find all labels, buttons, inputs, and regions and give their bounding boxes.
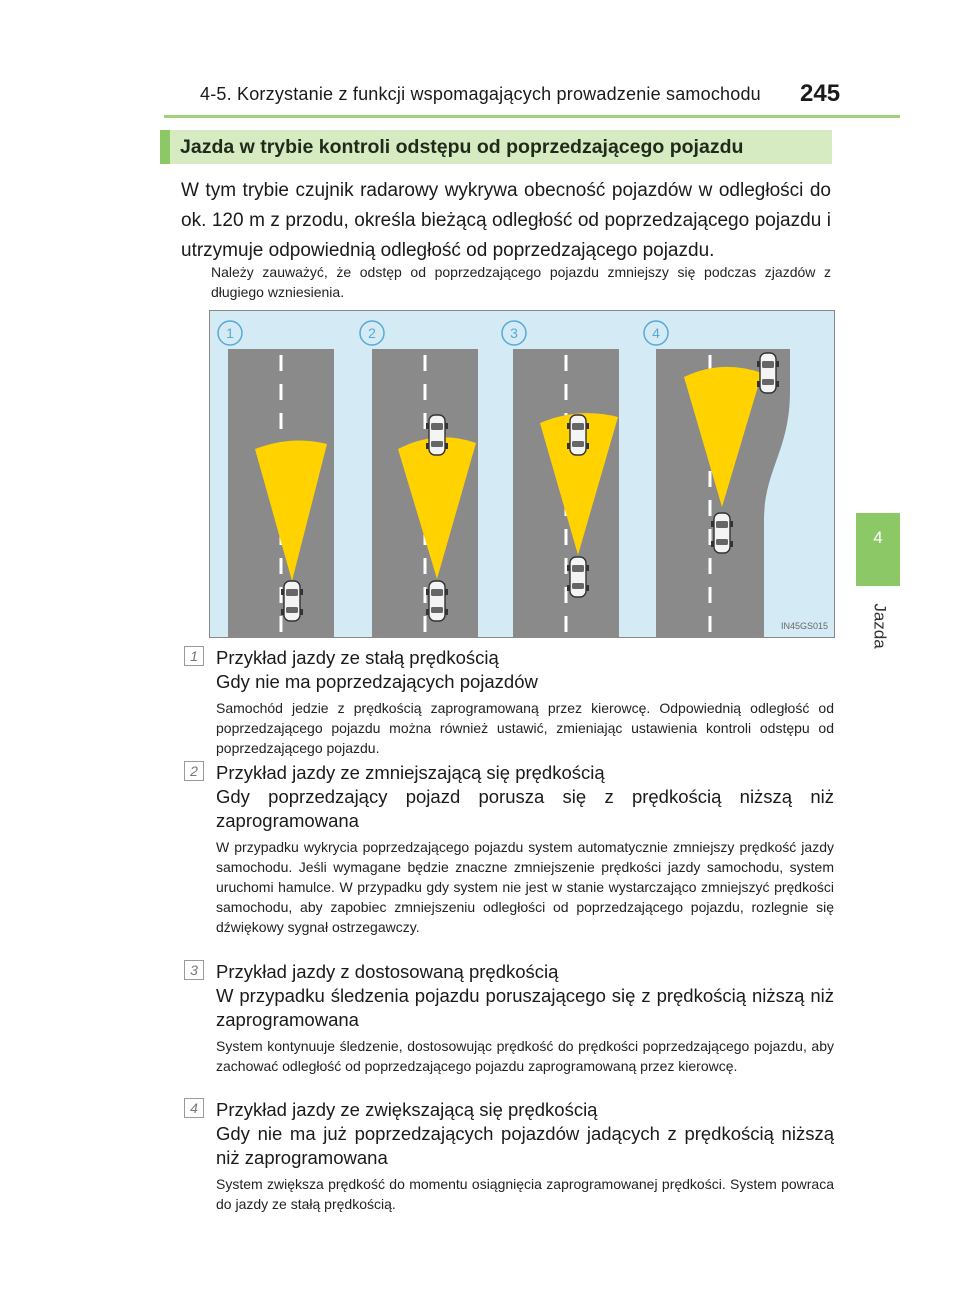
panel-3: [502, 321, 619, 637]
item-title: Przykład jazdy z dostosowaną prędkością: [216, 961, 559, 982]
list-item: [184, 960, 834, 1076]
item-number: 4: [184, 1098, 204, 1118]
preceding-car-icon: [567, 415, 589, 455]
page-number: 245: [800, 80, 841, 107]
panel-label-3: 3: [510, 325, 518, 341]
item-subtitle: Gdy nie ma już poprzedzających pojazdów jadących z prędkością niższą niż zaprogramowana: [216, 1123, 834, 1168]
own-car-icon: [281, 581, 303, 621]
intro-paragraph: W tym trybie czujnik radarowy wykrywa obecność pojazdów w odległości do ok. 120 m z przodu, określa bieżącą odległość od poprzedzającego pojazdu i utrzymuje odpowiednią odległość od poprzedzającego pojazdu.: [181, 180, 831, 261]
header-divider: [164, 115, 900, 118]
radar-illustration: [209, 310, 835, 638]
item-description: Samochód jedzie z prędkością zaprogramowaną przez kierowcę. Odpowiednią odległość od poprzedzającego pojazdu można również ustawić, zmieniając ustawienia kontroli odstępu od poprzedzającego pojazdu.: [216, 700, 834, 756]
own-car-icon: [567, 557, 589, 597]
own-car-icon: [426, 581, 448, 621]
header-section-title: 4-5. Korzystanie z funkcji wspomagających prowadzenie samochodu: [200, 84, 761, 104]
chapter-number: 4: [873, 528, 883, 547]
item-description: System kontynuuje śledzenie, dostosowując prędkość do prędkości poprzedzającego pojazdu, aby zachować odległość od poprzedzającego pojazdu zaprogramowaną przez kierowcę.: [216, 1038, 834, 1074]
item-subtitle: W przypadku śledzenia pojazdu poruszającego się z prędkością niższą niż zaprogramowana: [216, 985, 834, 1030]
section-heading: Jazda w trybie kontroli odstępu od poprzedzającego pojazdu: [160, 130, 832, 164]
departing-car-icon: [757, 353, 779, 393]
item-number: 1: [184, 646, 204, 666]
item-description: W przypadku wykrycia poprzedzającego pojazdu system automatycznie zmniejszy prędkość jazdy samochodu. Jeśli wymagane będzie znaczne zmniejszenie prędkości jazdy samochodu, system uruchomi hamulce. W przypadku gdy system nie jest w stanie wystarczająco zmniejszyć prędkości samochodu, aby zapobiec zmniejszeniu odległości od poprzedzającego pojazdu, rozlegnie się dźwiękowy sygnał ostrzegawczy.: [216, 839, 834, 935]
radar-diagram: [210, 311, 834, 637]
panel-1: [218, 321, 334, 637]
panel-label-1: 1: [226, 325, 234, 341]
note-paragraph: Należy zauważyć, że odstęp od poprzedzającego pojazdu zmniejszy się podczas zjazdów z długiego wzniesienia.: [211, 264, 831, 300]
item-number: 3: [184, 960, 204, 980]
list-item: [184, 646, 834, 758]
item-number: 2: [184, 761, 204, 781]
chapter-tab: [856, 513, 900, 586]
item-description: System zwiększa prędkość do momentu osiągnięcia zaprogramowanej prędkości. System powraca do jazdy ze stałą prędkością.: [216, 1176, 834, 1212]
list-item: [184, 1098, 834, 1214]
own-car-icon: [711, 513, 733, 553]
chapter-label-box: [860, 586, 900, 666]
chapter-label: Jazda: [871, 603, 890, 649]
image-code: IN45GS015: [780, 621, 828, 631]
panel-2: [360, 321, 478, 637]
item-title: Przykład jazdy ze zwiększającą się prędkością: [216, 1099, 598, 1120]
item-title: Przykład jazdy ze zmniejszającą się prędkością: [216, 762, 605, 783]
item-subtitle: Gdy nie ma poprzedzających pojazdów: [216, 671, 538, 692]
preceding-car-icon: [426, 415, 448, 455]
item-subtitle: Gdy poprzedzający pojazd porusza się z prędkością niższą niż zaprogramowana: [216, 786, 834, 831]
list-item: [184, 761, 834, 937]
panel-label-2: 2: [368, 325, 376, 341]
panel-label-4: 4: [652, 325, 660, 341]
item-title: Przykład jazdy ze stałą prędkością: [216, 647, 499, 668]
